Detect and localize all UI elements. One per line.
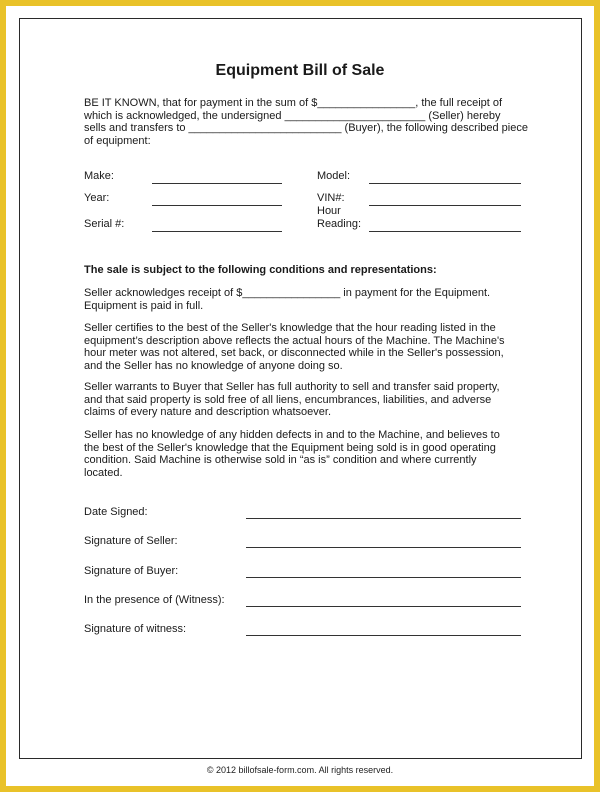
document-page [6,6,594,786]
authority-line-2: and that said property is sold free of all liens, encumbrances, liabilities, and adverse [84,393,492,406]
hours-line-3: hour meter was not altered, set back, or disconnected while in the Seller's possession, [84,347,504,359]
payment-line-1: Seller acknowledges receipt of $________________ in payment for the Equipment. [84,287,491,299]
hours-line-1: Seller certifies to the best of the Seller's knowledge that the hour reading listed in the [84,322,496,334]
condition-line-3: condition. Said Machine is otherwise sold in “as is” condition and where currently [84,454,477,466]
hour-reading-line-1: Hour [317,205,341,217]
make-field[interactable] [152,183,282,184]
condition-clause [84,429,534,479]
vin-label: VIN#: [317,192,345,204]
seller-signature-label: Signature of Seller: [84,535,178,547]
payment-clause [84,287,534,312]
condition-line-4: located. [84,466,123,479]
model-label: Model: [317,170,351,182]
witness-presence-label: In the presence of (Witness): [84,594,225,606]
serial-field[interactable] [152,231,282,232]
hour-reading-field[interactable] [369,231,521,232]
model-field[interactable] [369,183,521,184]
buyer-signature-field[interactable] [246,577,521,578]
condition-line-1: Seller has no knowledge of any hidden defects in and to the Machine, and believes to [84,429,500,441]
condition-line-2: the best of the Seller's knowledge that the Equipment being sold is in good operating [84,441,496,454]
seller-signature-field[interactable] [246,547,521,548]
date-signed-field[interactable] [246,518,521,519]
authority-line-1: Seller warrants to Buyer that Seller has full authority to sell and transfer said property, [84,381,500,393]
intro-paragraph [84,97,534,147]
hour-reading-line-2: Reading: [317,218,362,230]
hour-reading-label [317,205,361,231]
intro-line-1: BE IT KNOWN, that for payment in the sum of $________________, the full receipt of [84,97,503,109]
hours-line-4: and the Seller has no knowledge of anyone doing so. [84,359,343,372]
serial-label: Serial #: [84,218,125,230]
witness-signature-field[interactable] [246,635,521,636]
hours-line-2: equipment’s description above reflects the actual hours of the Machine. The Machine's [84,334,505,347]
vin-field[interactable] [369,205,521,206]
copyright-footer: © 2012 billofsale-form.com. All rights reserved. [206,765,394,775]
witness-presence-field[interactable] [246,606,521,607]
document-title: Equipment Bill of Sale [215,62,385,79]
intro-line-2: which is acknowledged, the undersigned _______________________ (Seller) hereby [84,109,501,122]
authority-line-3: claims of every nature and description whatsoever. [84,406,332,418]
authority-clause [84,381,534,419]
intro-line-4: of equipment: [84,134,151,147]
payment-line-2: Equipment is paid in full. [84,299,204,312]
witness-signature-label: Signature of witness: [84,623,187,635]
make-label: Make: [84,170,114,182]
year-field[interactable] [152,205,282,206]
conditions-heading: The sale is subject to the following conditions and representations: [84,264,437,276]
date-signed-label: Date Signed: [84,506,148,518]
year-label: Year: [84,192,110,204]
buyer-signature-label: Signature of Buyer: [84,565,179,577]
intro-line-3: sells and transfers to _________________________ (Buyer), the following described piece [84,122,528,134]
hours-clause [84,322,534,372]
